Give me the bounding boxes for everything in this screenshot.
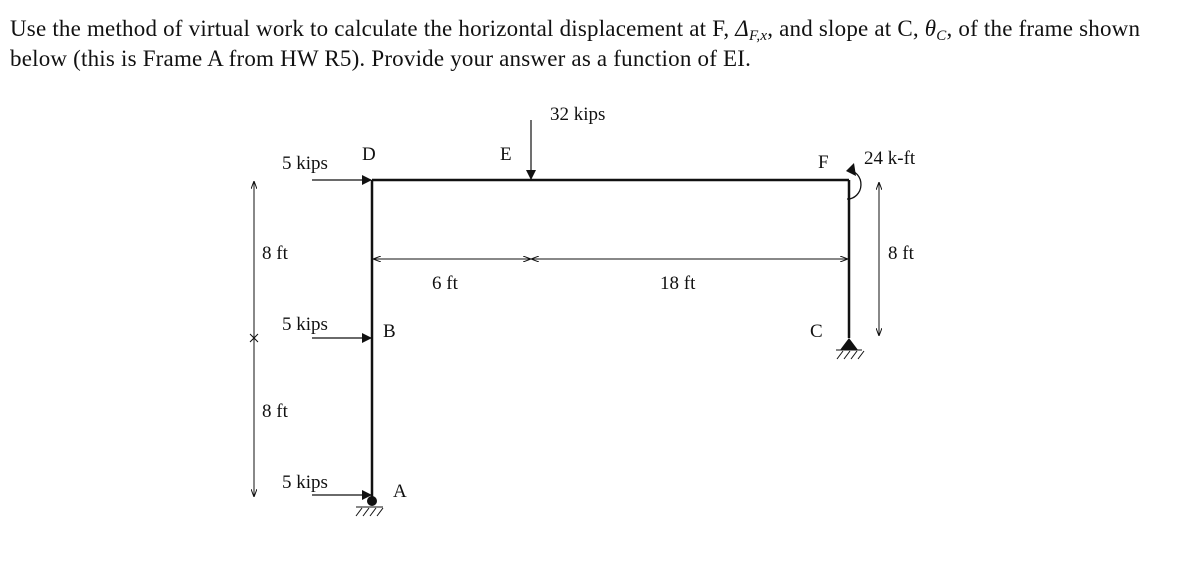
dimension-label-DE: 6 ft: [432, 273, 458, 294]
node-label-F: F: [818, 152, 829, 173]
problem-text-part1: Use the method of virtual work to calculate the horizontal displacement at F,: [10, 16, 736, 41]
node-label-C: C: [810, 321, 823, 342]
support-C: [836, 338, 864, 359]
dimension-label-left-upper: 8 ft: [262, 243, 288, 264]
problem-text-part3: , of the frame shown below (this is Frame A from HW R5). Provide your answer as a function of EI.: [10, 16, 1141, 71]
dimension-label-left-lower: 8 ft: [262, 401, 288, 422]
problem-text-part2: , and slope at C,: [767, 16, 925, 41]
support-A: [356, 496, 383, 516]
dimension-label-EF: 18 ft: [660, 273, 696, 294]
delta-symbol: Δ: [735, 16, 749, 41]
theta-subscript-text: C: [936, 28, 947, 44]
load-label-E: 32 kips: [550, 104, 606, 125]
dimension-label-right: 8 ft: [888, 243, 914, 264]
node-label-E: E: [500, 144, 512, 165]
node-label-D: D: [362, 144, 376, 165]
moment-label-F: 24 k-ft: [864, 148, 916, 169]
load-label-D: 5 kips: [282, 153, 328, 174]
delta-subscript-text: F,x: [748, 28, 768, 44]
theta-symbol: θ: [924, 16, 937, 41]
node-label-B: B: [383, 321, 396, 342]
load-label-B: 5 kips: [282, 314, 328, 335]
load-label-A: 5 kips: [282, 472, 328, 493]
node-label-A: A: [393, 481, 407, 502]
